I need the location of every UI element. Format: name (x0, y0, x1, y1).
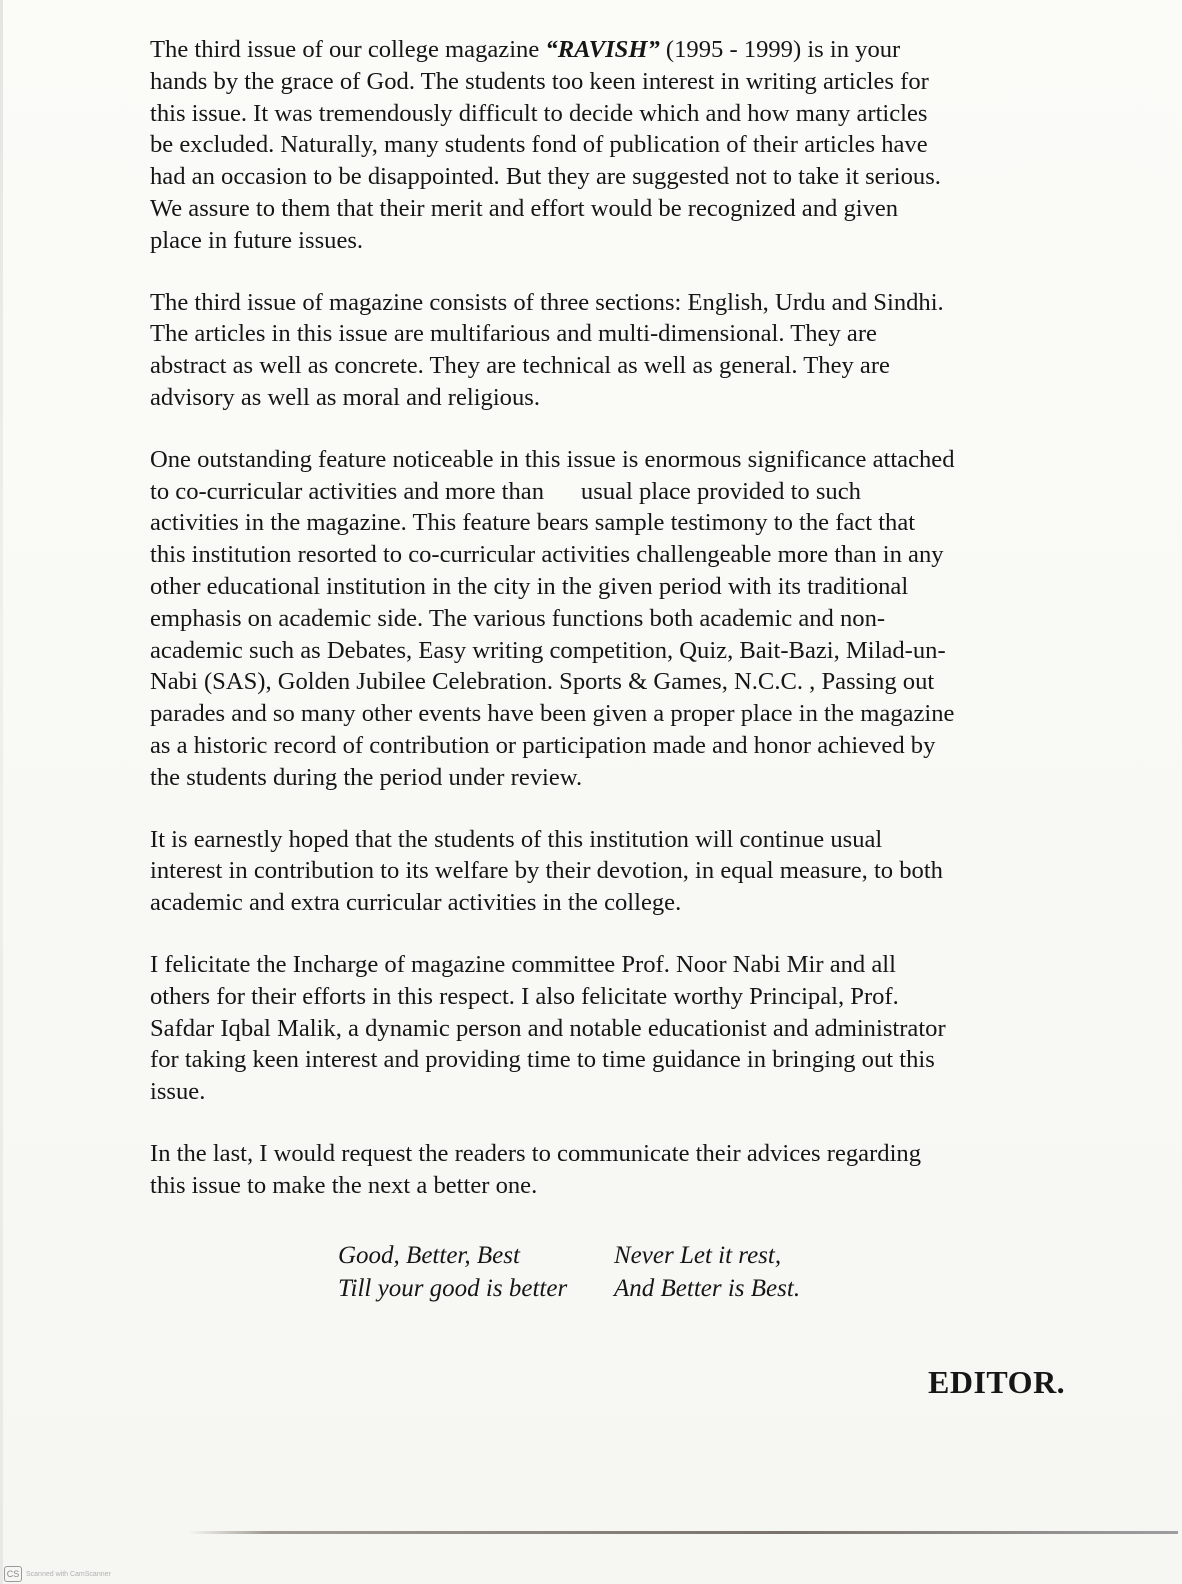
scanner-watermark (4, 1566, 111, 1582)
text-line: We assure to them that their merit and effort would be recognized and given (150, 194, 899, 222)
text-line: place in future issues. (150, 226, 364, 254)
text-line: abstract as well as concrete. They are technical as well as general. They are (150, 352, 890, 380)
paragraph-request (150, 1138, 1070, 1202)
text-line: to co-curricular activities and more than usual place provided to such (150, 477, 861, 505)
text-line: had an occasion to be disappointed. But they are suggested not to take it serious. (150, 163, 941, 191)
text-line: Nabi (SAS), Golden Jubilee Celebration. Sports & Games, N.C.C. , Passing out (150, 668, 935, 696)
paragraph-hope (150, 824, 1070, 919)
text-line: hands by the grace of God. The students too keen interest in writing articles for (150, 67, 929, 95)
text-line: interest in contribution to its welfare by their devotion, in equal measure, to both (150, 857, 943, 885)
text-segment: (1995 - 1999) is in your (659, 36, 901, 63)
bottom-divider (188, 1531, 1178, 1534)
text-line: In the last, I would request the readers to communicate their advices regarding (150, 1139, 922, 1167)
paragraph-felicitation (150, 949, 1070, 1108)
text-line: academic such as Debates, Easy writing competition, Quiz, Bait-Bazi, Milad-un- (150, 636, 946, 664)
text-line (150, 34, 1070, 66)
text-line: The articles in this issue are multifarious and multi-dimensional. They are (150, 320, 877, 348)
poem-line (338, 1272, 800, 1305)
text-line: Safdar Iqbal Malik, a dynamic person and notable educationist and administrator (150, 1014, 946, 1042)
text-line: this issue to make the next a better one. (150, 1171, 538, 1199)
text-line: The third issue of magazine consists of three sections: English, Urdu and Sindhi. (150, 288, 944, 316)
text-line: others for their efforts in this respect. I also felicitate worthy Principal, Prof. (150, 982, 899, 1010)
scanner-text: Scanned with CamScanner (26, 1570, 111, 1578)
text-line: issue. (150, 1078, 206, 1106)
text-line: this institution resorted to co-curricular activities challengeable more than in any (150, 541, 944, 569)
closing-poem (338, 1239, 800, 1305)
text-line: other educational institution in the city in the given period with its traditional (150, 572, 909, 600)
poem-left-verse: Till your good is better (338, 1275, 568, 1302)
text-line: the students during the period under review. (150, 763, 583, 791)
text-line: for taking keen interest and providing time to time guidance in bringing out this (150, 1046, 935, 1074)
text-line: as a historic record of contribution or participation made and honor achieved by (150, 731, 936, 759)
paragraph-activities (150, 444, 1070, 794)
camscanner-logo-icon: CS (4, 1566, 22, 1582)
poem-right-verse: Never Let it rest, (614, 1242, 782, 1269)
text-line: I felicitate the Incharge of magazine committee Prof. Noor Nabi Mir and all (150, 950, 896, 978)
text-segment: The third issue of our college magazine (150, 36, 546, 63)
text-line: advisory as well as moral and religious. (150, 383, 540, 411)
text-line: emphasis on academic side. The various functions both academic and non- (150, 604, 886, 632)
text-line: One outstanding feature noticeable in this issue is enormous significance attached (150, 445, 955, 473)
poem-right-verse: And Better is Best. (614, 1275, 801, 1302)
poem-left-verse: Good, Better, Best (338, 1242, 520, 1269)
text-line: activities in the magazine. This feature bears sample testimony to the fact that (150, 509, 916, 537)
text-line: It is earnestly hoped that the students of this institution will continue usual (150, 825, 883, 853)
scan-edge (0, 0, 3, 1584)
magazine-name: “RAVISH” (545, 36, 660, 63)
paragraph-sections (150, 287, 1070, 414)
editor-signature: EDITOR. (928, 1364, 1066, 1400)
text-line: academic and extra curricular activities in the college. (150, 889, 682, 917)
text-line: be excluded. Naturally, many students fond of publication of their articles have (150, 131, 928, 159)
paragraph-intro (150, 34, 1070, 257)
text-line: this issue. It was tremendously difficult to decide which and how many articles (150, 99, 928, 127)
text-line: parades and so many other events have been given a proper place in the magazine (150, 700, 955, 728)
poem-line (338, 1239, 800, 1272)
editorial-body (150, 34, 1070, 1232)
